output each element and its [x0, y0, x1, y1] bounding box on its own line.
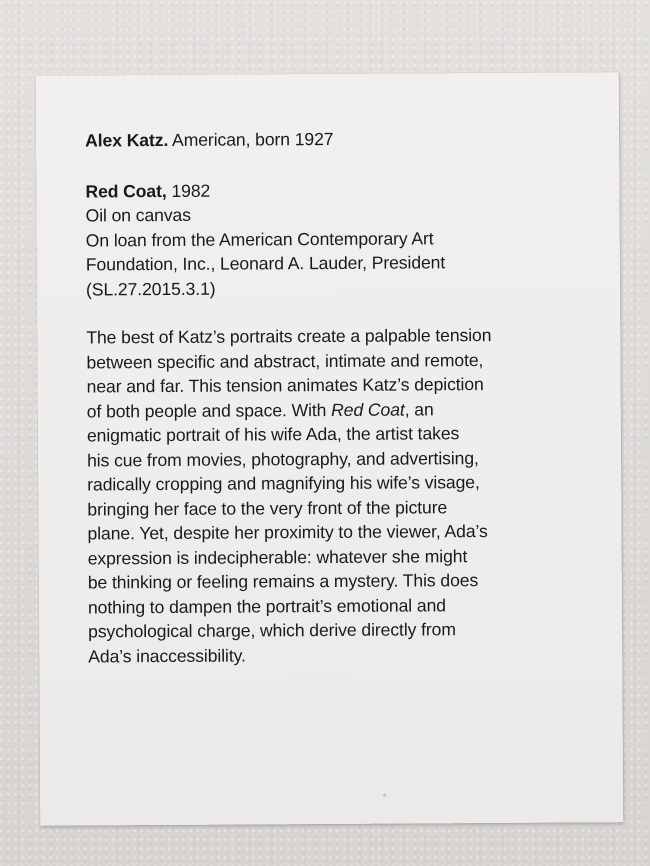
- paper-speck: [383, 794, 386, 797]
- credit-line-1: On loan from the American Contemporary Art: [85, 227, 434, 250]
- description-line: expression is indecipherable: whatever she might: [87, 545, 468, 568]
- artwork-title-line: [85, 176, 605, 204]
- description-paragraph: [86, 322, 608, 668]
- description-text: of both people and space. With: [86, 399, 332, 421]
- museum-wall-label: [36, 72, 624, 826]
- artwork-title-italic: Red Coat: [331, 399, 405, 420]
- description-line: nothing to dampen the portrait’s emotional and: [87, 594, 446, 617]
- description-line: plane. Yet, despite her proximity to the viewer, Ada’s: [87, 521, 488, 544]
- credit-line-2: Foundation, Inc., Leonard A. Lauder, President: [85, 252, 446, 275]
- description-line: bringing her face to the very front of the picture: [87, 496, 448, 519]
- description-line: radically cropping and magnifying his wife’s visage,: [87, 472, 480, 495]
- description-line: enigmatic portrait of his wife Ada, the artist takes: [86, 423, 460, 446]
- label-content: [85, 125, 608, 668]
- artist-line: [85, 125, 605, 153]
- description-line: psychological charge, which derive directly from: [88, 619, 456, 642]
- description-line: [87, 396, 607, 424]
- artist-info: American, born 1927: [168, 128, 334, 150]
- description-line: The best of Katz’s portraits create a palpable tension: [86, 325, 492, 348]
- artist-name: Alex Katz.: [85, 129, 169, 151]
- description-line: near and far. This tension animates Katz’s depiction: [86, 374, 484, 397]
- description-line: be thinking or feeling remains a mystery. This does: [87, 570, 479, 593]
- description-line: between specific and abstract, intimate and remote,: [86, 349, 484, 372]
- artwork-year: 1982: [166, 180, 211, 201]
- description-text: , an: [404, 398, 434, 420]
- description-line: Ada’s inaccessibility.: [88, 645, 246, 666]
- accession-number: (SL.27.2015.3.1): [85, 278, 216, 299]
- artwork-title: Red Coat,: [85, 180, 167, 201]
- artwork-details: [85, 176, 606, 302]
- artwork-medium: Oil on canvas: [85, 204, 191, 226]
- description-line: his cue from movies, photography, and advertising,: [87, 447, 479, 470]
